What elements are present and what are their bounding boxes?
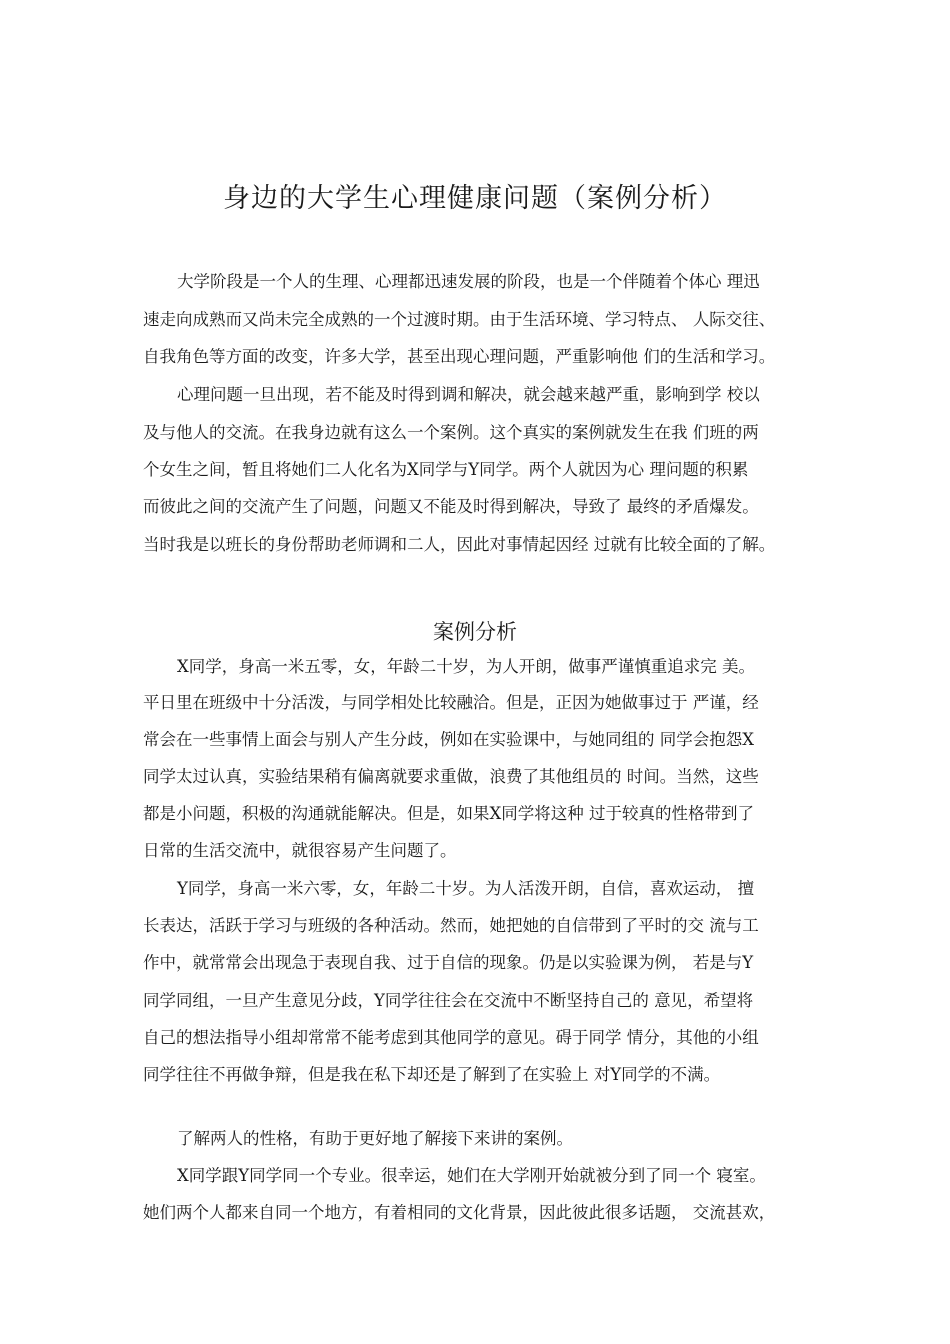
text-line: Y同学，身高一米六零，女，年龄二十岁。为人活泼开朗，自信，喜欢运动， 擅 [177,879,755,898]
text-line: 速走向成熟而又尚未完全成熟的一个过渡时期。由于生活环境、学习特点、 人际交往、 [143,310,776,329]
text-line: 同学同组，一旦产生意见分歧，Y同学往往会在交流中不断坚持自己的 意见，希望将 [143,991,754,1010]
text-line: 平日里在班级中十分活泼，与同学相处比较融洽。但是，正因为她做事过于 严谨，经 [143,693,759,712]
text-line: 当时我是以班长的身份帮助老师调和二人，因此对事情起因经 过就有比较全面的了解。 [143,535,776,554]
text-line: 自我角色等方面的改变，许多大学，甚至出现心理问题，严重影响他 们的生活和学习。 [143,347,776,366]
text-line: 而彼此之间的交流产生了问题，问题又不能及时得到解决，导致了 最终的矛盾爆发。 [143,497,759,516]
text-line: 个女生之间，暂且将她们二人化名为X同学与Y同学。两个人就因为心 理问题的积累 [143,460,749,479]
text-line: 及与他人的交流。在我身边就有这么一个案例。这个真实的案例就发生在我 们班的两 [143,423,759,442]
text-line: 同学太过认真，实验结果稍有偏离就要求重做，浪费了其他组员的 时间。当然，这些 [143,767,759,786]
text-line: 了解两人的性格，有助于更好地了解接下来讲的案例。 [177,1129,573,1148]
text-line: 心理问题一旦出现，若不能及时得到调和解决，就会越来越严重，影响到学 校以 [177,385,760,404]
text-line: 她们两个人都来自同一个地方，有着相同的文化背景，因此彼此很多话题， 交流甚欢， [143,1203,776,1222]
text-line: 日常的生活交流中，就很容易产生问题了。 [143,841,457,860]
text-line: 大学阶段是一个人的生理、心理都迅速发展的阶段，也是一个伴随着个体心 理迅 [177,272,760,291]
text-line: 自己的想法指导小组却常常不能考虑到其他同学的意见。碍于同学 情分，其他的小组 [143,1028,759,1047]
text-line: 常会在一些事情上面会与别人产生分歧，例如在实验课中，与她同组的 同学会抱怨X [143,730,754,749]
section-heading: 案例分析 [433,620,517,644]
text-line: X同学，身高一米五零，女，年龄二十岁，为人开朗，做事严谨慎重追求完 美。 [177,657,755,676]
text-line: X同学跟Y同学同一个专业。很幸运，她们在大学刚开始就被分到了同一个 寝室。 [177,1166,766,1185]
document-title: 身边的大学生心理健康问题（案例分析） [223,183,727,214]
text-line: 都是小问题，积极的沟通就能解决。但是，如果X同学将这种 过于较真的性格带到了 [143,804,754,823]
text-line: 长表达，活跃于学习与班级的各种活动。然而，她把她的自信带到了平时的交 流与工 [143,916,759,935]
text-line: 同学往往不再做争辩，但是我在私下却还是了解到了在实验上 对Y同学的不满。 [143,1065,721,1084]
text-line: 作中，就常常会出现急于表现自我、过于自信的现象。仍是以实验课为例， 若是与Y [143,953,754,972]
